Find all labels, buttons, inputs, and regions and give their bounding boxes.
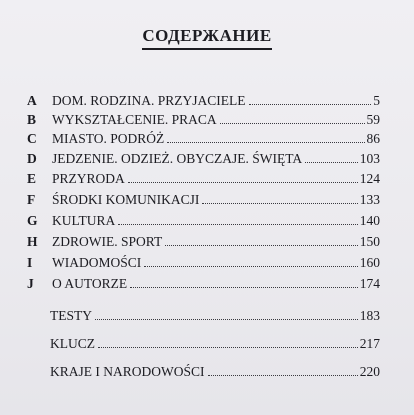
chapter-title: WYKSZTAŁCENIE. PRACA	[52, 112, 217, 127]
chapter-letter: F	[27, 192, 36, 207]
page-number: 174	[359, 276, 380, 291]
page-number: 220	[359, 364, 380, 379]
page-number: 86	[366, 131, 380, 146]
toc-row-e[interactable]	[0, 170, 414, 188]
page-number: 5	[373, 93, 380, 108]
toc-row-i[interactable]	[0, 254, 414, 272]
chapter-title: JEDZENIE. ODZIEŻ. OBYCZAJE. ŚWIĘTA	[52, 151, 303, 166]
dot-leader	[220, 122, 365, 124]
page-title-text: СОДЕРЖАНИЕ	[142, 27, 271, 50]
dot-leader	[95, 318, 358, 320]
chapter-letter: I	[27, 255, 33, 270]
toc-entry	[52, 130, 380, 148]
dot-leader	[249, 103, 372, 105]
toc-entry	[52, 170, 380, 188]
page-number: 133	[359, 192, 380, 207]
dot-leader	[144, 265, 358, 267]
dot-leader	[118, 223, 357, 225]
toc-row-klucz[interactable]	[0, 335, 414, 353]
toc-row-f[interactable]	[0, 191, 414, 209]
dot-leader	[128, 181, 358, 183]
dot-leader	[165, 244, 358, 246]
chapter-letter: H	[27, 234, 38, 249]
page-number: 217	[359, 336, 380, 351]
page-title	[0, 26, 414, 50]
toc-entry	[50, 363, 380, 381]
toc-row-a[interactable]	[0, 92, 414, 110]
chapter-letter: G	[27, 213, 38, 228]
toc-row-b[interactable]	[0, 111, 414, 129]
toc-row-testy[interactable]	[0, 307, 414, 325]
chapter-title: WIADOMOŚCI	[52, 255, 142, 270]
chapter-letter: B	[27, 112, 37, 127]
chapter-title: KULTURA	[52, 213, 116, 228]
dot-leader	[167, 141, 364, 143]
chapter-letter: E	[27, 171, 37, 186]
chapter-letter: C	[27, 131, 37, 146]
page-number: 160	[359, 255, 380, 270]
toc-entry	[52, 191, 380, 209]
toc-row-h[interactable]	[0, 233, 414, 251]
toc-entry	[52, 275, 380, 293]
chapter-letter: D	[27, 151, 37, 166]
dot-leader	[202, 202, 357, 204]
toc-entry	[50, 307, 380, 325]
dot-leader	[305, 161, 358, 163]
chapter-letter: J	[27, 276, 34, 291]
toc-entry	[52, 111, 380, 129]
section-title: KRAJE I NARODOWOŚCI	[50, 364, 205, 379]
chapter-title: MIASTO. PODRÓŻ	[52, 131, 165, 146]
section-title: KLUCZ	[50, 336, 95, 351]
chapter-title: DOM. RODZINA. PRZYJACIELE	[52, 93, 246, 108]
toc-entry	[52, 150, 380, 168]
dot-leader	[130, 286, 358, 288]
dot-leader	[98, 346, 358, 348]
toc-entry	[52, 212, 380, 230]
toc-row-kraje[interactable]	[0, 363, 414, 381]
chapter-title: ZDROWIE. SPORT	[52, 234, 163, 249]
toc-row-d[interactable]	[0, 150, 414, 168]
page-number: 140	[359, 213, 380, 228]
chapter-title: PRZYRODA	[52, 171, 125, 186]
chapter-title: ŚRODKI KOMUNIKACJI	[52, 192, 200, 207]
page-number: 124	[359, 171, 380, 186]
page-number: 150	[359, 234, 380, 249]
toc-entry	[52, 92, 380, 110]
chapter-letter: A	[27, 93, 37, 108]
page-number: 103	[359, 151, 380, 166]
chapter-title: O AUTORZE	[52, 276, 128, 291]
page-number: 183	[359, 308, 380, 323]
dot-leader	[208, 374, 358, 376]
toc-entry	[50, 335, 380, 353]
toc-row-c[interactable]	[0, 130, 414, 148]
toc-entry	[52, 233, 380, 251]
section-title: TESTY	[50, 308, 92, 323]
toc-row-j[interactable]	[0, 275, 414, 293]
toc-entry	[52, 254, 380, 272]
toc-row-g[interactable]	[0, 212, 414, 230]
page-number: 59	[366, 112, 380, 127]
